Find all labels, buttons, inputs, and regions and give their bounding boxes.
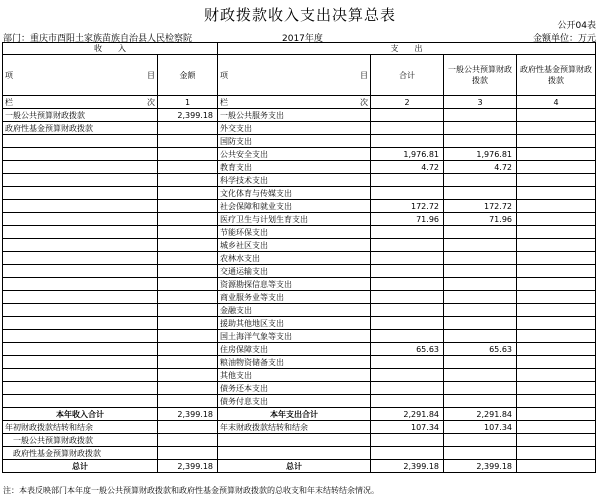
grand-total-expense-value: 2,399.18 (371, 460, 444, 473)
expense-general-cell (444, 187, 517, 200)
budget-table (2, 42, 596, 473)
table-row (3, 382, 596, 395)
column-number: 4 (517, 96, 596, 109)
expense-item-cell: 金融支出 (218, 304, 371, 317)
expense-general-cell: 1,976.81 (444, 148, 517, 161)
grand-total-general: 2,399.18 (444, 460, 517, 473)
grand-total-income-label: 总计 (3, 460, 158, 473)
income-amount-cell (158, 213, 218, 226)
column-index-label: 栏 次 (3, 96, 158, 109)
expense-general-cell (444, 109, 517, 122)
table-row (3, 122, 596, 135)
expense-total-fund (517, 408, 596, 421)
expense-total-cell: 1,976.81 (371, 148, 444, 161)
income-amount-cell (158, 369, 218, 382)
expense-general-cell (444, 382, 517, 395)
income-amount-cell (158, 356, 218, 369)
income-item-cell (3, 239, 158, 252)
income-total-label: 本年收入合计 (3, 408, 158, 421)
expense-item-cell: 援助其他地区支出 (218, 317, 371, 330)
expense-total-cell (371, 135, 444, 148)
table-row (3, 148, 596, 161)
income-amount-cell (158, 278, 218, 291)
expense-general-cell (444, 356, 517, 369)
table-row (3, 174, 596, 187)
income-item-cell (3, 382, 158, 395)
income-amount-cell (158, 148, 218, 161)
income-item-cell (3, 252, 158, 265)
income-amount-cell (158, 135, 218, 148)
income-item-cell (3, 330, 158, 343)
expense-total-label: 本年支出合计 (218, 408, 371, 421)
income-amount-cell (158, 226, 218, 239)
expense-fund-cell (517, 161, 596, 174)
income-section-header: 收 入 (3, 43, 218, 55)
income-amount-cell (158, 395, 218, 408)
expense-general-cell (444, 330, 517, 343)
carry-out-value: 107.34 (371, 421, 444, 434)
expense-total-cell (371, 395, 444, 408)
expense-fund-cell (517, 278, 596, 291)
empty-cell (444, 434, 517, 447)
expense-item-cell: 医疗卫生与计划生育支出 (218, 213, 371, 226)
table-row (3, 356, 596, 369)
expense-total-value: 2,291.84 (371, 408, 444, 421)
column-number: 2 (371, 96, 444, 109)
income-amount-cell (158, 161, 218, 174)
empty-cell (218, 434, 371, 447)
expense-fund-cell (517, 291, 596, 304)
income-item-cell (3, 148, 158, 161)
table-row (3, 226, 596, 239)
expense-fund-cell (517, 317, 596, 330)
carry-out-label: 年末财政拨款结转和结余 (218, 421, 371, 434)
carry-in-fund-label: 政府性基金预算财政拨款 (3, 447, 158, 460)
table-row (3, 343, 596, 356)
income-item-cell (3, 317, 158, 330)
table-row (3, 252, 596, 265)
expense-total-cell (371, 382, 444, 395)
income-item-header: 项 目 (3, 55, 158, 96)
expense-item-cell: 住房保障支出 (218, 343, 371, 356)
expense-total-cell (371, 278, 444, 291)
income-item-cell (3, 304, 158, 317)
carry-in-value (158, 421, 218, 434)
page-title: 财政拨款收入支出决算总表 (203, 6, 396, 24)
expense-general-cell (444, 291, 517, 304)
table-row (3, 239, 596, 252)
expense-total-cell (371, 239, 444, 252)
expense-fund-cell (517, 174, 596, 187)
column-index-label: 栏 次 (218, 96, 371, 109)
column-number: 1 (158, 96, 218, 109)
expense-general-cell (444, 265, 517, 278)
empty-cell (517, 434, 596, 447)
income-amount-cell: 2,399.18 (158, 109, 218, 122)
expense-fund-cell (517, 395, 596, 408)
expense-total-cell: 71.96 (371, 213, 444, 226)
expense-fund-cell (517, 226, 596, 239)
expense-item-cell: 其他支出 (218, 369, 371, 382)
expense-general-cell: 172.72 (444, 200, 517, 213)
expense-total-cell (371, 252, 444, 265)
expense-general-cell (444, 135, 517, 148)
table-row (3, 265, 596, 278)
income-item-cell (3, 343, 158, 356)
table-row (3, 135, 596, 148)
expense-fund-cell (517, 369, 596, 382)
income-amount-cell (158, 304, 218, 317)
income-item-cell: 一般公共预算财政拨款 (3, 109, 158, 122)
income-amount-cell (158, 291, 218, 304)
expense-fund-cell (517, 265, 596, 278)
expense-general-cell (444, 252, 517, 265)
expense-total-cell (371, 317, 444, 330)
expense-general-cell (444, 278, 517, 291)
table-row (3, 109, 596, 122)
carry-in-label: 年初财政拨款结转和结余 (3, 421, 158, 434)
income-item-cell (3, 213, 158, 226)
income-total-value: 2,399.18 (158, 408, 218, 421)
income-item-cell: 政府性基金预算财政拨款 (3, 122, 158, 135)
income-amount-cell (158, 239, 218, 252)
expense-total-cell (371, 187, 444, 200)
income-item-cell (3, 291, 158, 304)
income-item-cell (3, 161, 158, 174)
table-row (3, 369, 596, 382)
expense-item-cell: 农林水支出 (218, 252, 371, 265)
empty-cell (371, 447, 444, 460)
table-row (3, 213, 596, 226)
expense-item-cell: 公共安全支出 (218, 148, 371, 161)
expense-item-cell: 外交支出 (218, 122, 371, 135)
income-item-cell (3, 135, 158, 148)
expense-fund-cell (517, 356, 596, 369)
amount-header: 金额 (158, 55, 218, 96)
table-row (3, 291, 596, 304)
expense-fund-cell (517, 252, 596, 265)
income-amount-cell (158, 382, 218, 395)
expense-item-cell: 交通运输支出 (218, 265, 371, 278)
expense-item-cell: 债务还本支出 (218, 382, 371, 395)
carry-in-fund-value (158, 447, 218, 460)
expense-item-cell: 粮油物资储备支出 (218, 356, 371, 369)
table-row (3, 161, 596, 174)
expense-item-cell: 商业服务业等支出 (218, 291, 371, 304)
income-amount-cell (158, 330, 218, 343)
expense-total-cell (371, 369, 444, 382)
income-item-cell (3, 395, 158, 408)
expense-fund-cell (517, 109, 596, 122)
carry-out-fund (517, 421, 596, 434)
grand-total-fund (517, 460, 596, 473)
income-amount-cell (158, 200, 218, 213)
expense-total-cell (371, 109, 444, 122)
expense-item-cell: 国防支出 (218, 135, 371, 148)
table-row (3, 395, 596, 408)
grand-total-income-value: 2,399.18 (158, 460, 218, 473)
table-row (3, 187, 596, 200)
expense-fund-cell (517, 304, 596, 317)
expense-total-cell (371, 356, 444, 369)
expense-general-cell: 71.96 (444, 213, 517, 226)
income-amount-cell (158, 174, 218, 187)
year-label: 2017年度 (282, 34, 323, 44)
expense-total-cell (371, 304, 444, 317)
table-row (3, 278, 596, 291)
expense-item-cell: 教育支出 (218, 161, 371, 174)
expense-general-cell (444, 304, 517, 317)
expense-total-cell (371, 291, 444, 304)
expense-fund-cell (517, 382, 596, 395)
expense-section-header: 支 出 (218, 43, 596, 55)
general-budget-header: 一般公共预算财政拨款 (444, 55, 517, 96)
table-row (3, 330, 596, 343)
expense-item-cell: 国土海洋气象等支出 (218, 330, 371, 343)
expense-item-cell: 债务付息支出 (218, 395, 371, 408)
empty-cell (444, 447, 517, 460)
expense-fund-cell (517, 135, 596, 148)
expense-fund-cell (517, 122, 596, 135)
expense-item-cell: 一般公共服务支出 (218, 109, 371, 122)
expense-total-cell: 4.72 (371, 161, 444, 174)
income-item-cell (3, 265, 158, 278)
column-number: 3 (444, 96, 517, 109)
empty-cell (371, 434, 444, 447)
unit-label: 金额单位：万元 (532, 34, 596, 44)
expense-item-cell: 节能环保支出 (218, 226, 371, 239)
income-item-cell (3, 200, 158, 213)
income-amount-cell (158, 265, 218, 278)
expense-total-cell (371, 122, 444, 135)
expense-fund-cell (517, 213, 596, 226)
income-amount-cell (158, 252, 218, 265)
income-item-cell (3, 369, 158, 382)
income-item-cell (3, 174, 158, 187)
expense-general-cell (444, 239, 517, 252)
income-item-cell (3, 356, 158, 369)
footnote: 注：本表反映部门本年度一般公共预算财政拨款和政府性基金预算财政拨款的总收支和年末结转结余情况。 (3, 486, 379, 495)
expense-general-cell (444, 174, 517, 187)
expense-fund-cell (517, 148, 596, 161)
expense-total-cell (371, 174, 444, 187)
expense-item-cell: 资源勘探信息等支出 (218, 278, 371, 291)
empty-cell (218, 447, 371, 460)
expense-general-cell (444, 226, 517, 239)
expense-general-cell: 4.72 (444, 161, 517, 174)
expense-total-general: 2,291.84 (444, 408, 517, 421)
expense-item-header: 项 目 (218, 55, 371, 96)
expense-fund-cell (517, 200, 596, 213)
expense-total-cell: 65.63 (371, 343, 444, 356)
expense-fund-cell (517, 239, 596, 252)
gov-fund-header: 政府性基金预算财政拨款 (517, 55, 596, 96)
expense-total-cell (371, 330, 444, 343)
form-code: 公开04表 (557, 21, 596, 31)
grand-total-expense-label: 总计 (218, 460, 371, 473)
expense-general-cell: 65.63 (444, 343, 517, 356)
expense-fund-cell (517, 330, 596, 343)
expense-item-cell: 城乡社区支出 (218, 239, 371, 252)
carry-in-general-label: 一般公共预算财政拨款 (3, 434, 158, 447)
income-item-cell (3, 226, 158, 239)
expense-total-cell (371, 226, 444, 239)
carry-in-general-value (158, 434, 218, 447)
income-item-cell (3, 278, 158, 291)
income-amount-cell (158, 187, 218, 200)
table-row (3, 304, 596, 317)
table-row (3, 200, 596, 213)
total-header: 合计 (371, 55, 444, 96)
expense-general-cell (444, 395, 517, 408)
expense-general-cell (444, 369, 517, 382)
income-amount-cell (158, 317, 218, 330)
department-label: 部门：重庆市酉阳土家族苗族自治县人民检察院 (3, 34, 193, 44)
table-row (3, 317, 596, 330)
expense-general-cell (444, 317, 517, 330)
income-item-cell (3, 187, 158, 200)
expense-fund-cell (517, 187, 596, 200)
empty-cell (517, 447, 596, 460)
carry-out-general: 107.34 (444, 421, 517, 434)
expense-item-cell: 社会保障和就业支出 (218, 200, 371, 213)
expense-fund-cell (517, 343, 596, 356)
expense-item-cell: 文化体育与传媒支出 (218, 187, 371, 200)
expense-total-cell (371, 265, 444, 278)
income-amount-cell (158, 343, 218, 356)
income-amount-cell (158, 122, 218, 135)
expense-item-cell: 科学技术支出 (218, 174, 371, 187)
expense-total-cell: 172.72 (371, 200, 444, 213)
expense-general-cell (444, 122, 517, 135)
